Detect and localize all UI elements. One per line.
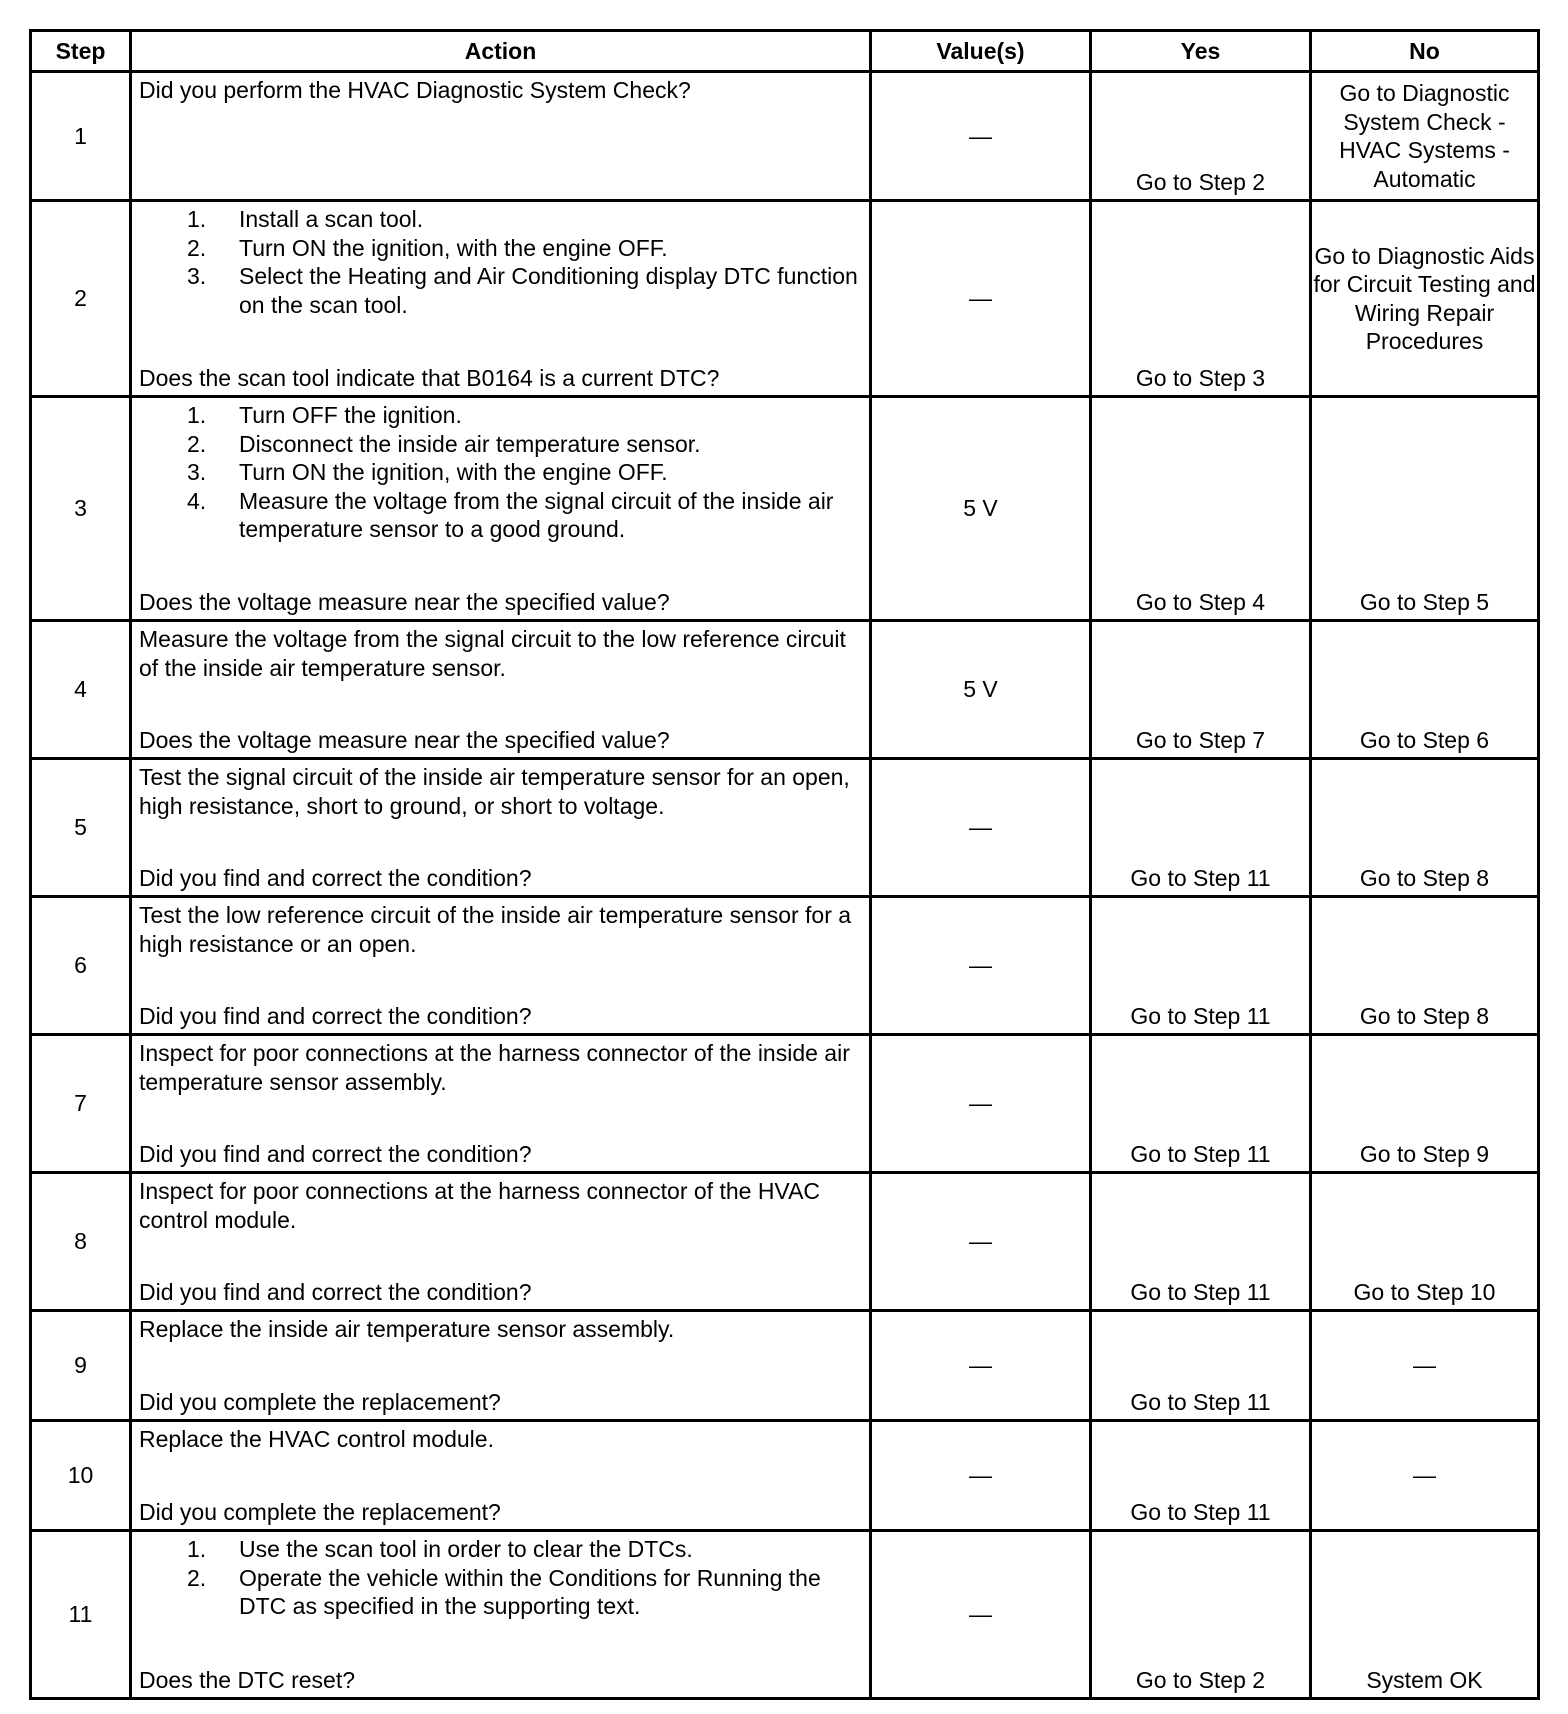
action-instruction: Replace the inside air temperature sensor assembly.: [139, 1316, 675, 1342]
no-cell: Go to Diagnostic Aids for Circuit Testing and Wiring Repair Procedures: [1311, 201, 1539, 397]
yes-cell: Go to Step 11: [1091, 1311, 1311, 1421]
list-item: [139, 401, 861, 430]
action-cell: [131, 759, 871, 897]
list-item-number: 4.: [187, 487, 207, 514]
yes-cell: Go to Step 11: [1091, 759, 1311, 897]
value-cell: —: [871, 1173, 1091, 1311]
list-item: [139, 1535, 861, 1564]
action-instruction: Did you perform the HVAC Diagnostic System Check?: [139, 77, 691, 103]
list-item-text: Install a scan tool.: [239, 206, 424, 232]
value-cell: 5 V: [871, 621, 1091, 759]
list-item: [139, 205, 861, 234]
value-cell: —: [871, 897, 1091, 1035]
list-item-text: Turn ON the ignition, with the engine OFF.: [239, 234, 668, 261]
action-question: Does the scan tool indicate that B0164 is a current DTC?: [139, 364, 720, 391]
table-row: [31, 72, 1539, 201]
step-number: 4: [31, 621, 131, 759]
no-cell: Go to Step 6: [1311, 621, 1539, 759]
list-item-text: Measure the voltage from the signal circuit of the inside air temperature sensor to a good ground.: [239, 487, 834, 542]
list-item-number: 3.: [187, 263, 207, 289]
yes-cell: Go to Step 3: [1091, 201, 1311, 397]
action-cell: [131, 201, 871, 397]
action-cell: [131, 897, 871, 1035]
diagnostic-table: [29, 29, 1540, 1700]
step-number: 8: [31, 1173, 131, 1311]
list-item-number: 1.: [187, 206, 207, 232]
step-number: 11: [31, 1531, 131, 1699]
no-cell: Go to Step 9: [1311, 1035, 1539, 1173]
action-question: Did you find and correct the condition?: [139, 1140, 532, 1167]
header-step: Step: [31, 31, 131, 72]
action-steps-list: [139, 1535, 861, 1621]
table-row: [31, 1311, 1539, 1421]
value-cell: —: [871, 1035, 1091, 1173]
yes-cell: Go to Step 11: [1091, 897, 1311, 1035]
step-number: 3: [31, 397, 131, 621]
action-question: Did you complete the replacement?: [139, 1498, 501, 1525]
list-item-text: Disconnect the inside air temperature sensor.: [239, 430, 701, 457]
yes-cell: Go to Step 2: [1091, 1531, 1311, 1699]
action-instruction: Test the signal circuit of the inside air temperature sensor for an open, high resistance, short to ground, or short to voltage.: [139, 764, 850, 819]
action-question: Does the voltage measure near the specified value?: [139, 588, 670, 615]
list-item-text: Select the Heating and Air Conditioning display DTC function on the scan tool.: [239, 263, 858, 318]
action-instruction: Inspect for poor connections at the harness connector of the HVAC control module.: [139, 1178, 821, 1233]
step-number: 2: [31, 201, 131, 397]
list-item-text: Turn ON the ignition, with the engine OFF.: [239, 459, 668, 485]
list-item: [139, 234, 861, 263]
list-item: [139, 430, 861, 459]
value-cell: —: [871, 759, 1091, 897]
action-cell: [131, 1421, 871, 1531]
yes-cell: Go to Step 2: [1091, 72, 1311, 201]
header-yes: Yes: [1091, 31, 1311, 72]
action-cell: [131, 1035, 871, 1173]
step-number: 7: [31, 1035, 131, 1173]
action-instruction: Test the low reference circuit of the inside air temperature sensor for a high resistance or an open.: [139, 902, 852, 957]
list-item-text: Use the scan tool in order to clear the DTCs.: [239, 1536, 693, 1562]
value-cell: —: [871, 201, 1091, 397]
value-cell: —: [871, 1531, 1091, 1699]
header-action: Action: [131, 31, 871, 72]
yes-cell: Go to Step 11: [1091, 1173, 1311, 1311]
no-cell: —: [1311, 1421, 1539, 1531]
no-cell: —: [1311, 1311, 1539, 1421]
table-row: [31, 397, 1539, 621]
action-instruction: Inspect for poor connections at the harness connector of the inside air temperature sensor assembly.: [139, 1040, 850, 1095]
action-question: Does the DTC reset?: [139, 1666, 356, 1693]
list-item: [139, 487, 861, 544]
value-cell: 5 V: [871, 397, 1091, 621]
header-no: No: [1311, 31, 1539, 72]
list-item-number: 1.: [187, 402, 207, 428]
action-cell: [131, 1531, 871, 1699]
step-number: 10: [31, 1421, 131, 1531]
action-instruction: Measure the voltage from the signal circuit to the low reference circuit of the inside air temperature sensor.: [139, 626, 846, 681]
value-cell: —: [871, 72, 1091, 201]
action-question: Did you find and correct the condition?: [139, 864, 532, 891]
action-cell: [131, 1311, 871, 1421]
action-cell: [131, 1173, 871, 1311]
table-row: [31, 759, 1539, 897]
no-cell: Go to Step 5: [1311, 397, 1539, 621]
action-question: Does the voltage measure near the specified value?: [139, 726, 670, 753]
step-number: 5: [31, 759, 131, 897]
action-instruction: Replace the HVAC control module.: [139, 1426, 494, 1452]
step-number: 9: [31, 1311, 131, 1421]
action-question: Did you find and correct the condition?: [139, 1002, 532, 1029]
table-row: [31, 897, 1539, 1035]
table-row: [31, 1531, 1539, 1699]
table-row: [31, 1421, 1539, 1531]
action-cell: [131, 621, 871, 759]
yes-cell: Go to Step 11: [1091, 1035, 1311, 1173]
header-values: Value(s): [871, 31, 1091, 72]
header-row: [31, 31, 1539, 72]
yes-cell: Go to Step 4: [1091, 397, 1311, 621]
value-cell: —: [871, 1311, 1091, 1421]
list-item-number: 3.: [187, 459, 207, 485]
action-steps-list: [139, 401, 861, 544]
action-cell: [131, 397, 871, 621]
list-item: [139, 1564, 861, 1621]
step-number: 6: [31, 897, 131, 1035]
action-question: Did you find and correct the condition?: [139, 1278, 532, 1305]
yes-cell: Go to Step 11: [1091, 1421, 1311, 1531]
step-number: 1: [31, 72, 131, 201]
list-item-number: 2.: [187, 1564, 207, 1591]
list-item-number: 1.: [187, 1536, 207, 1562]
table-row: [31, 1173, 1539, 1311]
action-question: Did you complete the replacement?: [139, 1388, 501, 1415]
list-item-number: 2.: [187, 430, 207, 457]
table-row: [31, 621, 1539, 759]
no-cell: Go to Step 8: [1311, 897, 1539, 1035]
table-row: [31, 201, 1539, 397]
value-cell: —: [871, 1421, 1091, 1531]
no-cell: Go to Step 8: [1311, 759, 1539, 897]
yes-cell: Go to Step 7: [1091, 621, 1311, 759]
list-item-text: Turn OFF the ignition.: [239, 402, 462, 428]
action-cell: [131, 72, 871, 201]
list-item: [139, 458, 861, 487]
list-item-number: 2.: [187, 234, 207, 261]
list-item-text: Operate the vehicle within the Conditions for Running the DTC as specified in the supporting text.: [239, 1564, 821, 1619]
table-row: [31, 1035, 1539, 1173]
no-cell: System OK: [1311, 1531, 1539, 1699]
list-item: [139, 262, 861, 319]
no-cell: Go to Diagnostic System Check - HVAC Systems - Automatic: [1311, 72, 1539, 201]
action-steps-list: [139, 205, 861, 319]
no-cell: Go to Step 10: [1311, 1173, 1539, 1311]
